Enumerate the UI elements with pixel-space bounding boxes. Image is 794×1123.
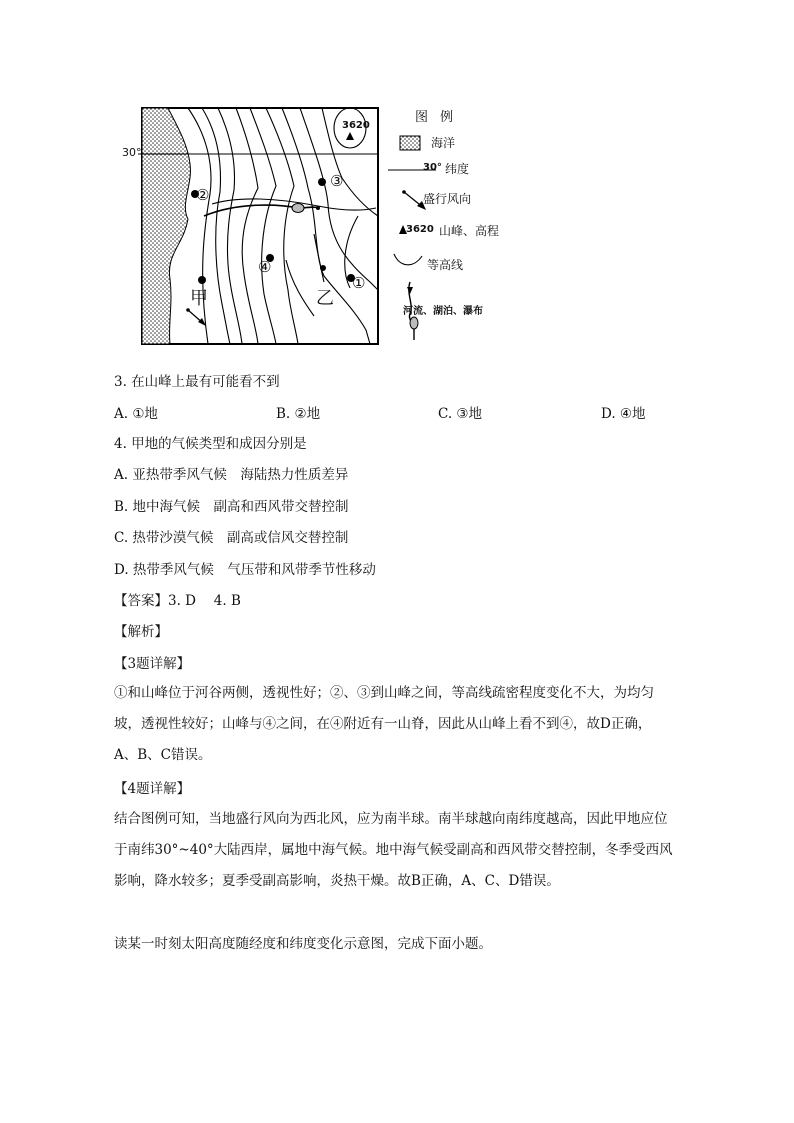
point-3-label: ③: [330, 172, 344, 190]
contour-lines: [188, 108, 378, 344]
waterfall-dot: [316, 206, 320, 210]
legend-river-label: 河流、湖泊、瀑布: [403, 306, 483, 317]
q3-detail-body: ①和山峰位于河谷两侧，透视性好；②、③到山峰之间，等高线疏密程度变化不大，为均匀坡，透视性较好；山峰与④之间，在④附近有一山脊，因此从山峰上看不到④，故D正确，A、B、C错误。: [114, 685, 654, 763]
q3-option-d: D. ④地: [601, 406, 646, 422]
legend-latitude-label: 纬度: [445, 162, 470, 176]
place-yi-label: 乙: [316, 288, 334, 309]
q4-option-a: A. 亚热带季风气候 海陆热力性质差异: [114, 467, 349, 483]
map-legend: [383, 106, 523, 346]
legend-peak-label: 山峰、高程: [439, 224, 500, 238]
q4-option-d: D. 热带季风气候 气压带和风带季节性移动: [114, 562, 376, 578]
q3-option-b: B. ②地: [276, 406, 321, 422]
q3-option-c: C. ③地: [438, 406, 483, 422]
question-4-stem: 4. 甲地的气候类型和成因分别是: [114, 436, 307, 452]
legend-contour-label: 等高线: [427, 258, 464, 272]
q4-option-c: C. 热带沙漠气候 副高或信风交替控制: [114, 530, 349, 546]
point-1-label: ①: [352, 274, 366, 292]
q4-option-b: B. 地中海气候 副高和西风带交替控制: [114, 499, 349, 515]
legend-title: 图例: [415, 110, 466, 125]
legend-ocean-label: 海洋: [431, 136, 456, 150]
latitude-label: 30°: [122, 146, 142, 159]
q3-detail-heading: 【3题详解】: [114, 656, 191, 672]
place-jia-label: 甲: [190, 288, 208, 309]
point-4-label: ④: [258, 258, 272, 276]
point-jia-dot: [198, 276, 206, 284]
q4-detail-body: 结合图例可知，当地盛行风向为西北风，应为南半球。南半球越向南纬度越高，因此甲地应位于南纬30°~40°大陆西岸，属地中海气候。地中海气候受副高和西风带交替控制，冬季受西风影响，降水较多；夏季受副高影响，炎热干燥。故B正确，A、C、D错误。: [114, 811, 673, 889]
answer-line: 【答案】3. D 4. B: [114, 593, 241, 609]
point-3-dot: [318, 178, 326, 186]
q3-option-a: A. ①地: [114, 406, 158, 422]
legend-peak-prefix: 3620: [406, 224, 434, 235]
question-3-stem: 3. 在山峰上最有可能看不到: [114, 374, 280, 390]
q4-detail-heading: 【4题详解】: [114, 781, 191, 797]
peak-triangle-icon: [346, 132, 354, 140]
legend-latitude-prefix: 30°: [423, 162, 442, 173]
ocean-area: [142, 108, 190, 344]
analysis-label: 【解析】: [114, 624, 168, 640]
next-section-intro: 读某一时刻太阳高度随经度和纬度变化示意图，完成下面小题。: [114, 936, 492, 952]
point-yi-dot: [320, 265, 326, 271]
legend-wind-label: 盛行风向: [423, 192, 472, 206]
point-2-label: ②: [196, 186, 210, 204]
peak-elevation-label: 3620: [342, 120, 370, 131]
lake: [292, 204, 304, 213]
